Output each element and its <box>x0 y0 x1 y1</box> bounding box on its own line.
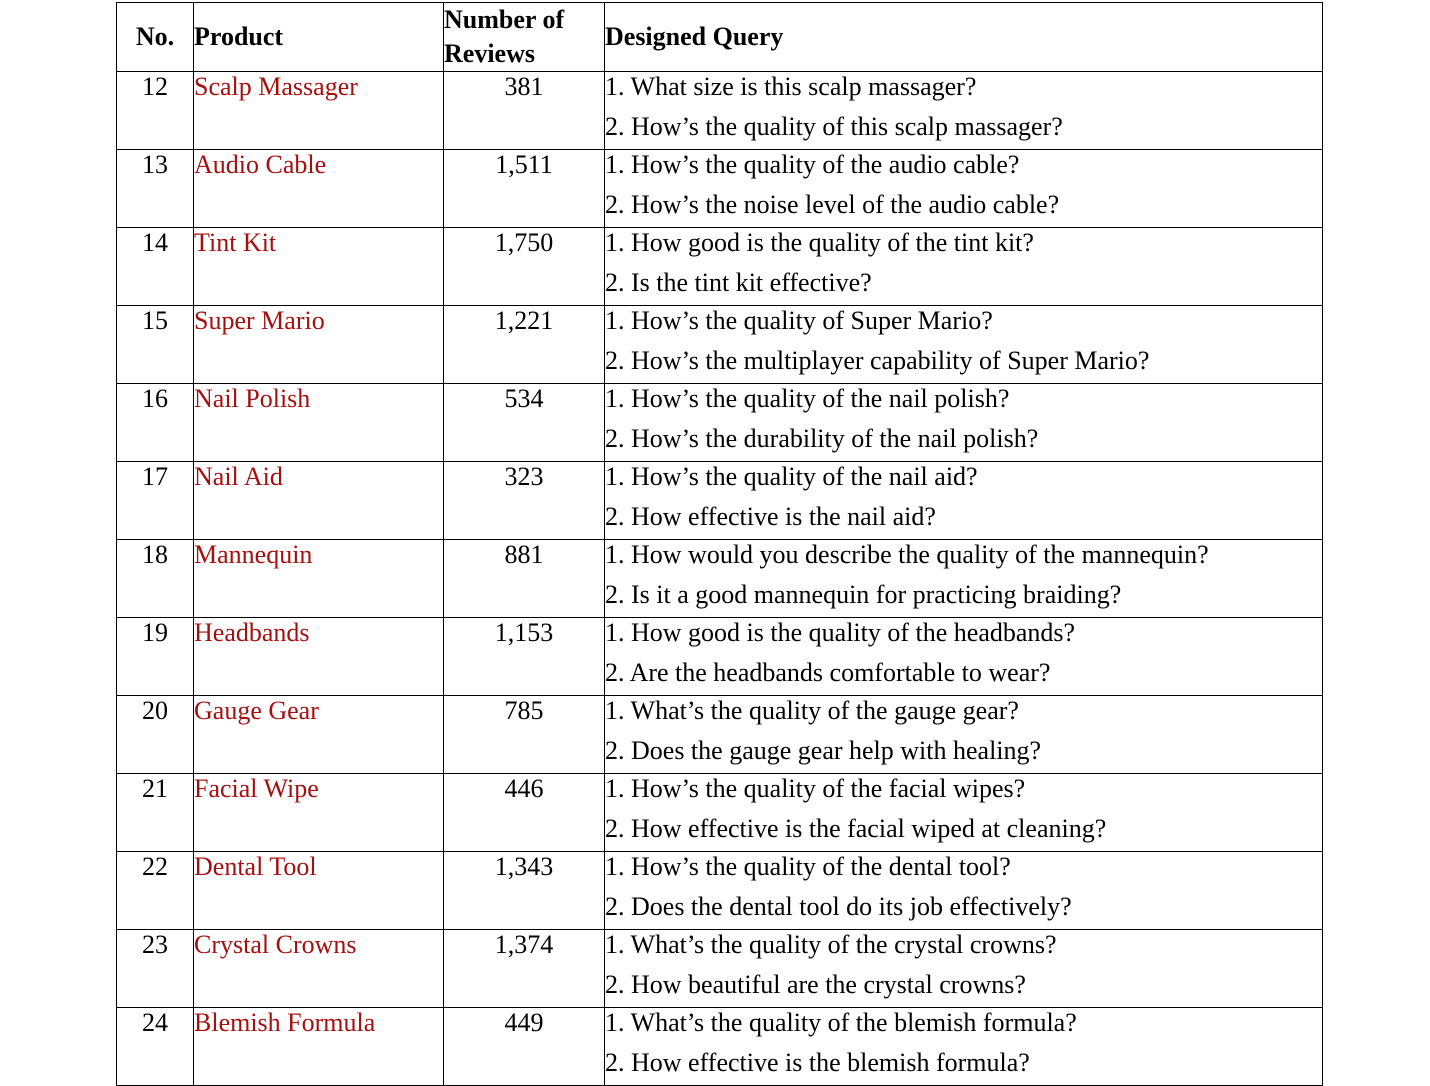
query-1: 1. How good is the quality of the tint kit? <box>605 228 1034 257</box>
product-name: Headbands <box>194 618 444 696</box>
query-2: 2. Does the dental tool do its job effectively? <box>605 892 1072 921</box>
header-reviews <box>444 3 605 72</box>
review-count: 381 <box>444 72 605 150</box>
designed-queries <box>605 72 1323 150</box>
header-product: Product <box>194 3 444 72</box>
table-row <box>117 540 1323 618</box>
row-number: 13 <box>117 150 194 228</box>
table-row <box>117 852 1323 930</box>
row-number: 19 <box>117 618 194 696</box>
product-name: Gauge Gear <box>194 696 444 774</box>
designed-queries <box>605 696 1323 774</box>
table-row <box>117 384 1323 462</box>
table-row <box>117 462 1323 540</box>
review-count: 785 <box>444 696 605 774</box>
product-name: Dental Tool <box>194 852 444 930</box>
designed-queries <box>605 618 1323 696</box>
query-1: 1. What’s the quality of the crystal crowns? <box>605 930 1057 959</box>
product-name: Scalp Massager <box>194 72 444 150</box>
product-name: Audio Cable <box>194 150 444 228</box>
table-row <box>117 72 1323 150</box>
row-number: 18 <box>117 540 194 618</box>
query-2: 2. How’s the durability of the nail polish? <box>605 424 1039 453</box>
product-name: Facial Wipe <box>194 774 444 852</box>
row-number: 15 <box>117 306 194 384</box>
designed-queries <box>605 306 1323 384</box>
query-2: 2. How beautiful are the crystal crowns? <box>605 970 1026 999</box>
review-count: 1,343 <box>444 852 605 930</box>
product-name: Nail Polish <box>194 384 444 462</box>
review-count: 1,511 <box>444 150 605 228</box>
query-2: 2. How effective is the blemish formula? <box>605 1048 1030 1077</box>
review-count: 1,750 <box>444 228 605 306</box>
table-row <box>117 618 1323 696</box>
query-2: 2. Are the headbands comfortable to wear? <box>605 658 1051 687</box>
row-number: 20 <box>117 696 194 774</box>
query-1: 1. How would you describe the quality of the mannequin? <box>605 540 1209 569</box>
query-1: 1. How good is the quality of the headbands? <box>605 618 1076 647</box>
table-row <box>117 306 1323 384</box>
query-1: 1. How’s the quality of the facial wipes? <box>605 774 1026 803</box>
review-count: 1,153 <box>444 618 605 696</box>
query-2: 2. How’s the quality of this scalp massager? <box>605 112 1063 141</box>
query-1: 1. How’s the quality of the nail aid? <box>605 462 978 491</box>
query-2: 2. Is it a good mannequin for practicing braiding? <box>605 580 1122 609</box>
review-count: 449 <box>444 1008 605 1086</box>
designed-queries <box>605 774 1323 852</box>
designed-queries <box>605 852 1323 930</box>
review-count: 534 <box>444 384 605 462</box>
product-query-table <box>116 2 1323 1086</box>
table-row <box>117 150 1323 228</box>
product-name: Nail Aid <box>194 462 444 540</box>
designed-queries <box>605 384 1323 462</box>
row-number: 14 <box>117 228 194 306</box>
header-no: No. <box>117 3 194 72</box>
product-name: Super Mario <box>194 306 444 384</box>
query-2: 2. How effective is the nail aid? <box>605 502 936 531</box>
query-2: 2. How effective is the facial wiped at cleaning? <box>605 814 1107 843</box>
table-row <box>117 930 1323 1008</box>
designed-queries <box>605 1008 1323 1086</box>
designed-queries <box>605 540 1323 618</box>
row-number: 23 <box>117 930 194 1008</box>
row-number: 22 <box>117 852 194 930</box>
row-number: 17 <box>117 462 194 540</box>
designed-queries <box>605 930 1323 1008</box>
query-1: 1. How’s the quality of the dental tool? <box>605 852 1011 881</box>
product-name: Tint Kit <box>194 228 444 306</box>
row-number: 16 <box>117 384 194 462</box>
product-name: Blemish Formula <box>194 1008 444 1086</box>
row-number: 24 <box>117 1008 194 1086</box>
table-body <box>117 72 1323 1086</box>
query-1: 1. What’s the quality of the gauge gear? <box>605 696 1019 725</box>
header-query: Designed Query <box>605 3 1323 72</box>
query-2: 2. How’s the multiplayer capability of Super Mario? <box>605 346 1150 375</box>
review-count: 1,221 <box>444 306 605 384</box>
designed-queries <box>605 462 1323 540</box>
table-row <box>117 696 1323 774</box>
table-row <box>117 774 1323 852</box>
review-count: 1,374 <box>444 930 605 1008</box>
query-2: 2. How’s the noise level of the audio cable? <box>605 190 1060 219</box>
query-1: 1. How’s the quality of the nail polish? <box>605 384 1010 413</box>
header-row <box>117 3 1323 72</box>
query-2: 2. Is the tint kit effective? <box>605 268 872 297</box>
row-number: 12 <box>117 72 194 150</box>
row-number: 21 <box>117 774 194 852</box>
query-1: 1. What size is this scalp massager? <box>605 72 977 101</box>
query-1: 1. How’s the quality of Super Mario? <box>605 306 993 335</box>
review-count: 323 <box>444 462 605 540</box>
table-row <box>117 1008 1323 1086</box>
table-header <box>117 3 1323 72</box>
header-reviews-line2: Reviews <box>444 39 535 68</box>
table-row <box>117 228 1323 306</box>
product-name: Mannequin <box>194 540 444 618</box>
query-2: 2. Does the gauge gear help with healing? <box>605 736 1042 765</box>
review-count: 446 <box>444 774 605 852</box>
designed-queries <box>605 228 1323 306</box>
designed-queries <box>605 150 1323 228</box>
header-reviews-line1: Number of <box>444 5 565 34</box>
query-1: 1. How’s the quality of the audio cable? <box>605 150 1020 179</box>
review-count: 881 <box>444 540 605 618</box>
query-1: 1. What’s the quality of the blemish formula? <box>605 1008 1077 1037</box>
product-name: Crystal Crowns <box>194 930 444 1008</box>
